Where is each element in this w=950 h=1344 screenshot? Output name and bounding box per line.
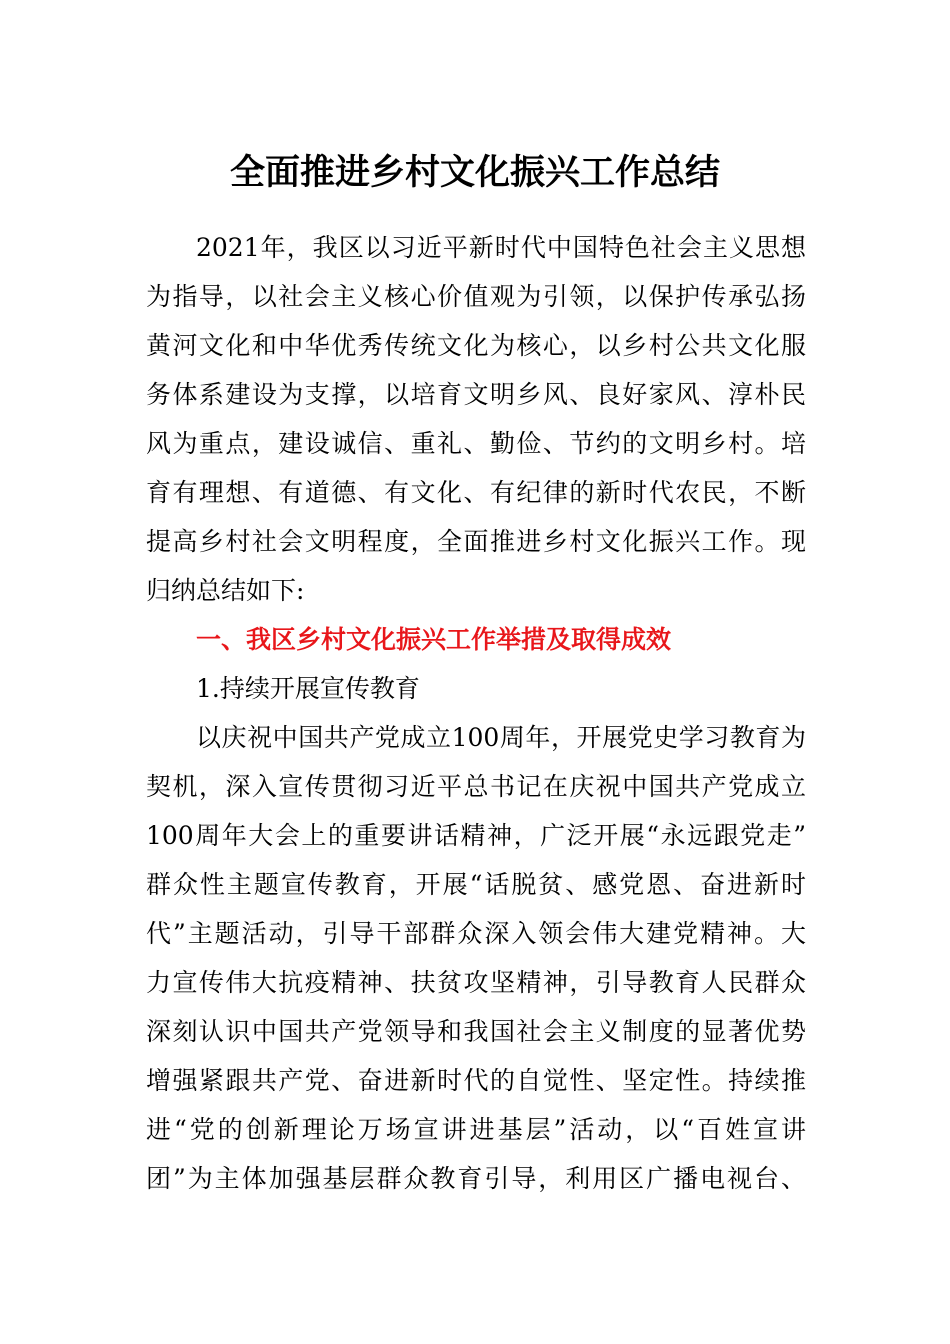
intro-line-4: 务体系建设为支撑，以培育文明乡风、良好家风、淳朴民 [146, 380, 806, 409]
body-line-9: 进“党的创新理论万场宣讲进基层”活动，以“百姓宣讲 [146, 1115, 806, 1144]
body-line-3: 100周年大会上的重要讲话精神，广泛开展“永远跟党走” [146, 821, 806, 850]
body-line-5: 代”主题活动，引导干部群众深入领会伟大建党精神。大 [146, 919, 806, 948]
document-title: 全面推进乡村文化振兴工作总结 [229, 153, 720, 193]
body-line-7: 深刻认识中国共产党领导和我国社会主义制度的显著优势 [146, 1017, 806, 1046]
intro-line-6: 育有理想、有道德、有文化、有纪律的新时代农民，不断 [146, 478, 806, 507]
body-line-1: 以庆祝中国共产党成立100周年，开展党史学习教育为 [196, 723, 806, 752]
intro-line-7: 提高乡村社会文明程度，全面推进乡村文化振兴工作。现 [146, 527, 806, 556]
body-line-10: 团”为主体加强基层群众教育引导，利用区广播电视台、 [146, 1164, 806, 1193]
section-heading: 一、我区乡村文化振兴工作举措及取得成效 [196, 625, 672, 654]
intro-line-8: 归纳总结如下: [146, 576, 305, 605]
intro-line-5: 风为重点，建设诚信、重礼、勤俭、节约的文明乡村。培 [146, 429, 806, 458]
body-line-4: 群众性主题宣传教育，开展“话脱贫、感党恩、奋进新时 [146, 870, 806, 899]
intro-line-1: 2021年，我区以习近平新时代中国特色社会主义思想 [196, 233, 806, 262]
body-line-2: 契机，深入宣传贯彻习近平总书记在庆祝中国共产党成立 [146, 772, 806, 801]
intro-line-3: 黄河文化和中华优秀传统文化为核心，以乡村公共文化服 [146, 331, 806, 360]
body-line-8: 增强紧跟共产党、奋进新时代的自觉性、坚定性。持续推 [146, 1066, 806, 1095]
intro-line-2: 为指导，以社会主义核心价值观为引领，以保护传承弘扬 [146, 282, 806, 311]
subheading: 1.持续开展宣传教育 [196, 674, 420, 703]
body-line-6: 力宣传伟大抗疫精神、扶贫攻坚精神，引导教育人民群众 [146, 968, 806, 997]
